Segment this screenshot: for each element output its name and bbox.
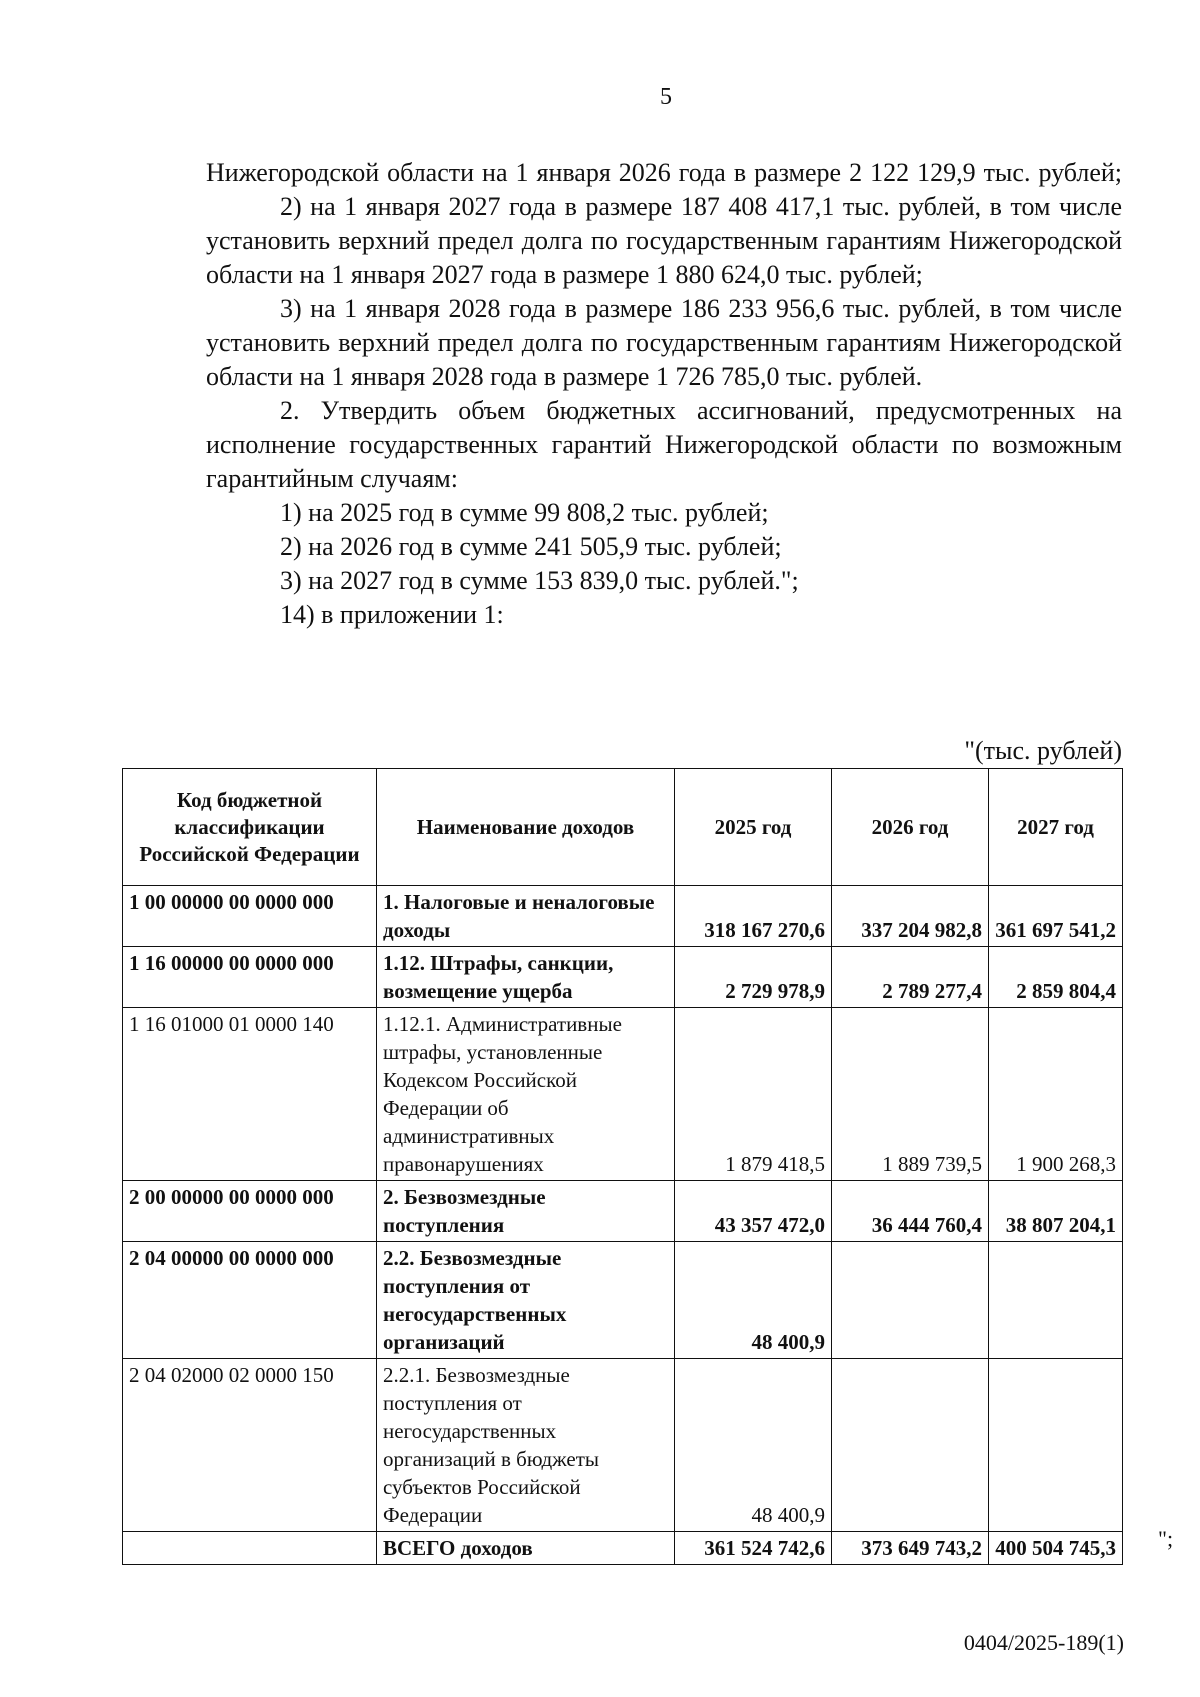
paragraph-item-14: 14) в приложении 1: <box>280 600 504 629</box>
cell-2026: 1 889 739,5 <box>832 1008 989 1181</box>
cell-name: 1.12.1. Административные штрафы, установленные Кодексом Российской Федерации об административных правонарушениях <box>377 1008 675 1181</box>
cell-2027: 1 900 268,3 <box>989 1008 1123 1181</box>
paragraph-item-2: 2) на 1 января 2027 года в размере 187 408 417,1 тыс. рублей, в том числе установить верхний предел долга по государственным гарантиям Нижегородской области на 1 января 2027 года в размере 1 880 624,0 тыс. рублей; <box>206 192 1122 289</box>
cell-2027: 400 504 745,3 <box>989 1532 1123 1565</box>
cell-2026: 337 204 982,8 <box>832 886 989 947</box>
closing-quote-mark: "; <box>1158 1526 1174 1551</box>
page-number: 5 <box>660 84 672 110</box>
paragraph-subitem-3: 3) на 2027 год в сумме 153 839,0 тыс. рублей."; <box>280 566 799 595</box>
cell-2026 <box>832 1242 989 1359</box>
paragraph-item-3: 3) на 1 января 2028 года в размере 186 233 956,6 тыс. рублей, в том числе установить верхний предел долга по государственным гарантиям Нижегородской области на 1 января 2028 года в размере 1 726 785,0 тыс. рублей. <box>206 294 1122 391</box>
cell-2027 <box>989 1359 1123 1532</box>
cell-code: 1 16 00000 00 0000 000 <box>123 947 377 1008</box>
cell-2026: 36 444 760,4 <box>832 1181 989 1242</box>
cell-2027: 361 697 541,2 <box>989 886 1123 947</box>
cell-2025: 318 167 270,6 <box>675 886 832 947</box>
cell-2025: 48 400,9 <box>675 1242 832 1359</box>
paragraph-continuation: Нижегородской области на 1 января 2026 года в размере 2 122 129,9 тыс. рублей; <box>206 158 1122 187</box>
cell-name: 2. Безвозмездные поступления <box>377 1181 675 1242</box>
units-label: "(тыс. рублей) <box>964 736 1122 765</box>
table-row <box>123 1181 1123 1242</box>
cell-2025: 361 524 742,6 <box>675 1532 832 1565</box>
header-2025: 2025 год <box>675 769 832 886</box>
cell-name: ВСЕГО доходов <box>377 1532 675 1565</box>
cell-code: 1 00 00000 00 0000 000 <box>123 886 377 947</box>
cell-2025: 2 729 978,9 <box>675 947 832 1008</box>
paragraph-subitem-1: 1) на 2025 год в сумме 99 808,2 тыс. рублей; <box>280 498 769 527</box>
paragraph-section-2: 2. Утвердить объем бюджетных ассигнований, предусмотренных на исполнение государственных гарантий Нижегородской области по возможным гарантийным случаям: <box>206 396 1122 493</box>
cell-2026: 373 649 743,2 <box>832 1532 989 1565</box>
cell-2027 <box>989 1242 1123 1359</box>
body-text <box>206 156 1122 632</box>
table-row <box>123 1008 1123 1181</box>
table-row <box>123 947 1123 1008</box>
cell-name: 1. Налоговые и неналоговые доходы <box>377 886 675 947</box>
cell-2026: 2 789 277,4 <box>832 947 989 1008</box>
header-2027: 2027 год <box>989 769 1123 886</box>
cell-code <box>123 1532 377 1565</box>
cell-code: 2 04 00000 00 0000 000 <box>123 1242 377 1359</box>
table-row <box>123 886 1123 947</box>
cell-code: 1 16 01000 01 0000 140 <box>123 1008 377 1181</box>
header-name: Наименование доходов <box>377 769 675 886</box>
header-2026: 2026 год <box>832 769 989 886</box>
cell-2025: 48 400,9 <box>675 1359 832 1532</box>
document-number: 0404/2025-189(1) <box>963 1630 1124 1655</box>
cell-name: 2.2.1. Безвозмездные поступления от негосударственных организаций в бюджеты субъектов Российской Федерации <box>377 1359 675 1532</box>
cell-2025: 43 357 472,0 <box>675 1181 832 1242</box>
paragraph-subitem-2: 2) на 2026 год в сумме 241 505,9 тыс. рублей; <box>280 532 782 561</box>
cell-2027: 38 807 204,1 <box>989 1181 1123 1242</box>
cell-name: 1.12. Штрафы, санкции, возмещение ущерба <box>377 947 675 1008</box>
cell-code: 2 04 02000 02 0000 150 <box>123 1359 377 1532</box>
cell-name: 2.2. Безвозмездные поступления от негосударственных организаций <box>377 1242 675 1359</box>
table-total-row <box>123 1532 1123 1565</box>
cell-code: 2 00 00000 00 0000 000 <box>123 1181 377 1242</box>
header-code: Код бюджетной классификации Российской Федерации <box>123 769 377 886</box>
table-row <box>123 1242 1123 1359</box>
cell-2027: 2 859 804,4 <box>989 947 1123 1008</box>
cell-2026 <box>832 1359 989 1532</box>
cell-2025: 1 879 418,5 <box>675 1008 832 1181</box>
table-row <box>123 1359 1123 1532</box>
income-table <box>122 768 1123 1565</box>
table-header-row <box>123 769 1123 886</box>
